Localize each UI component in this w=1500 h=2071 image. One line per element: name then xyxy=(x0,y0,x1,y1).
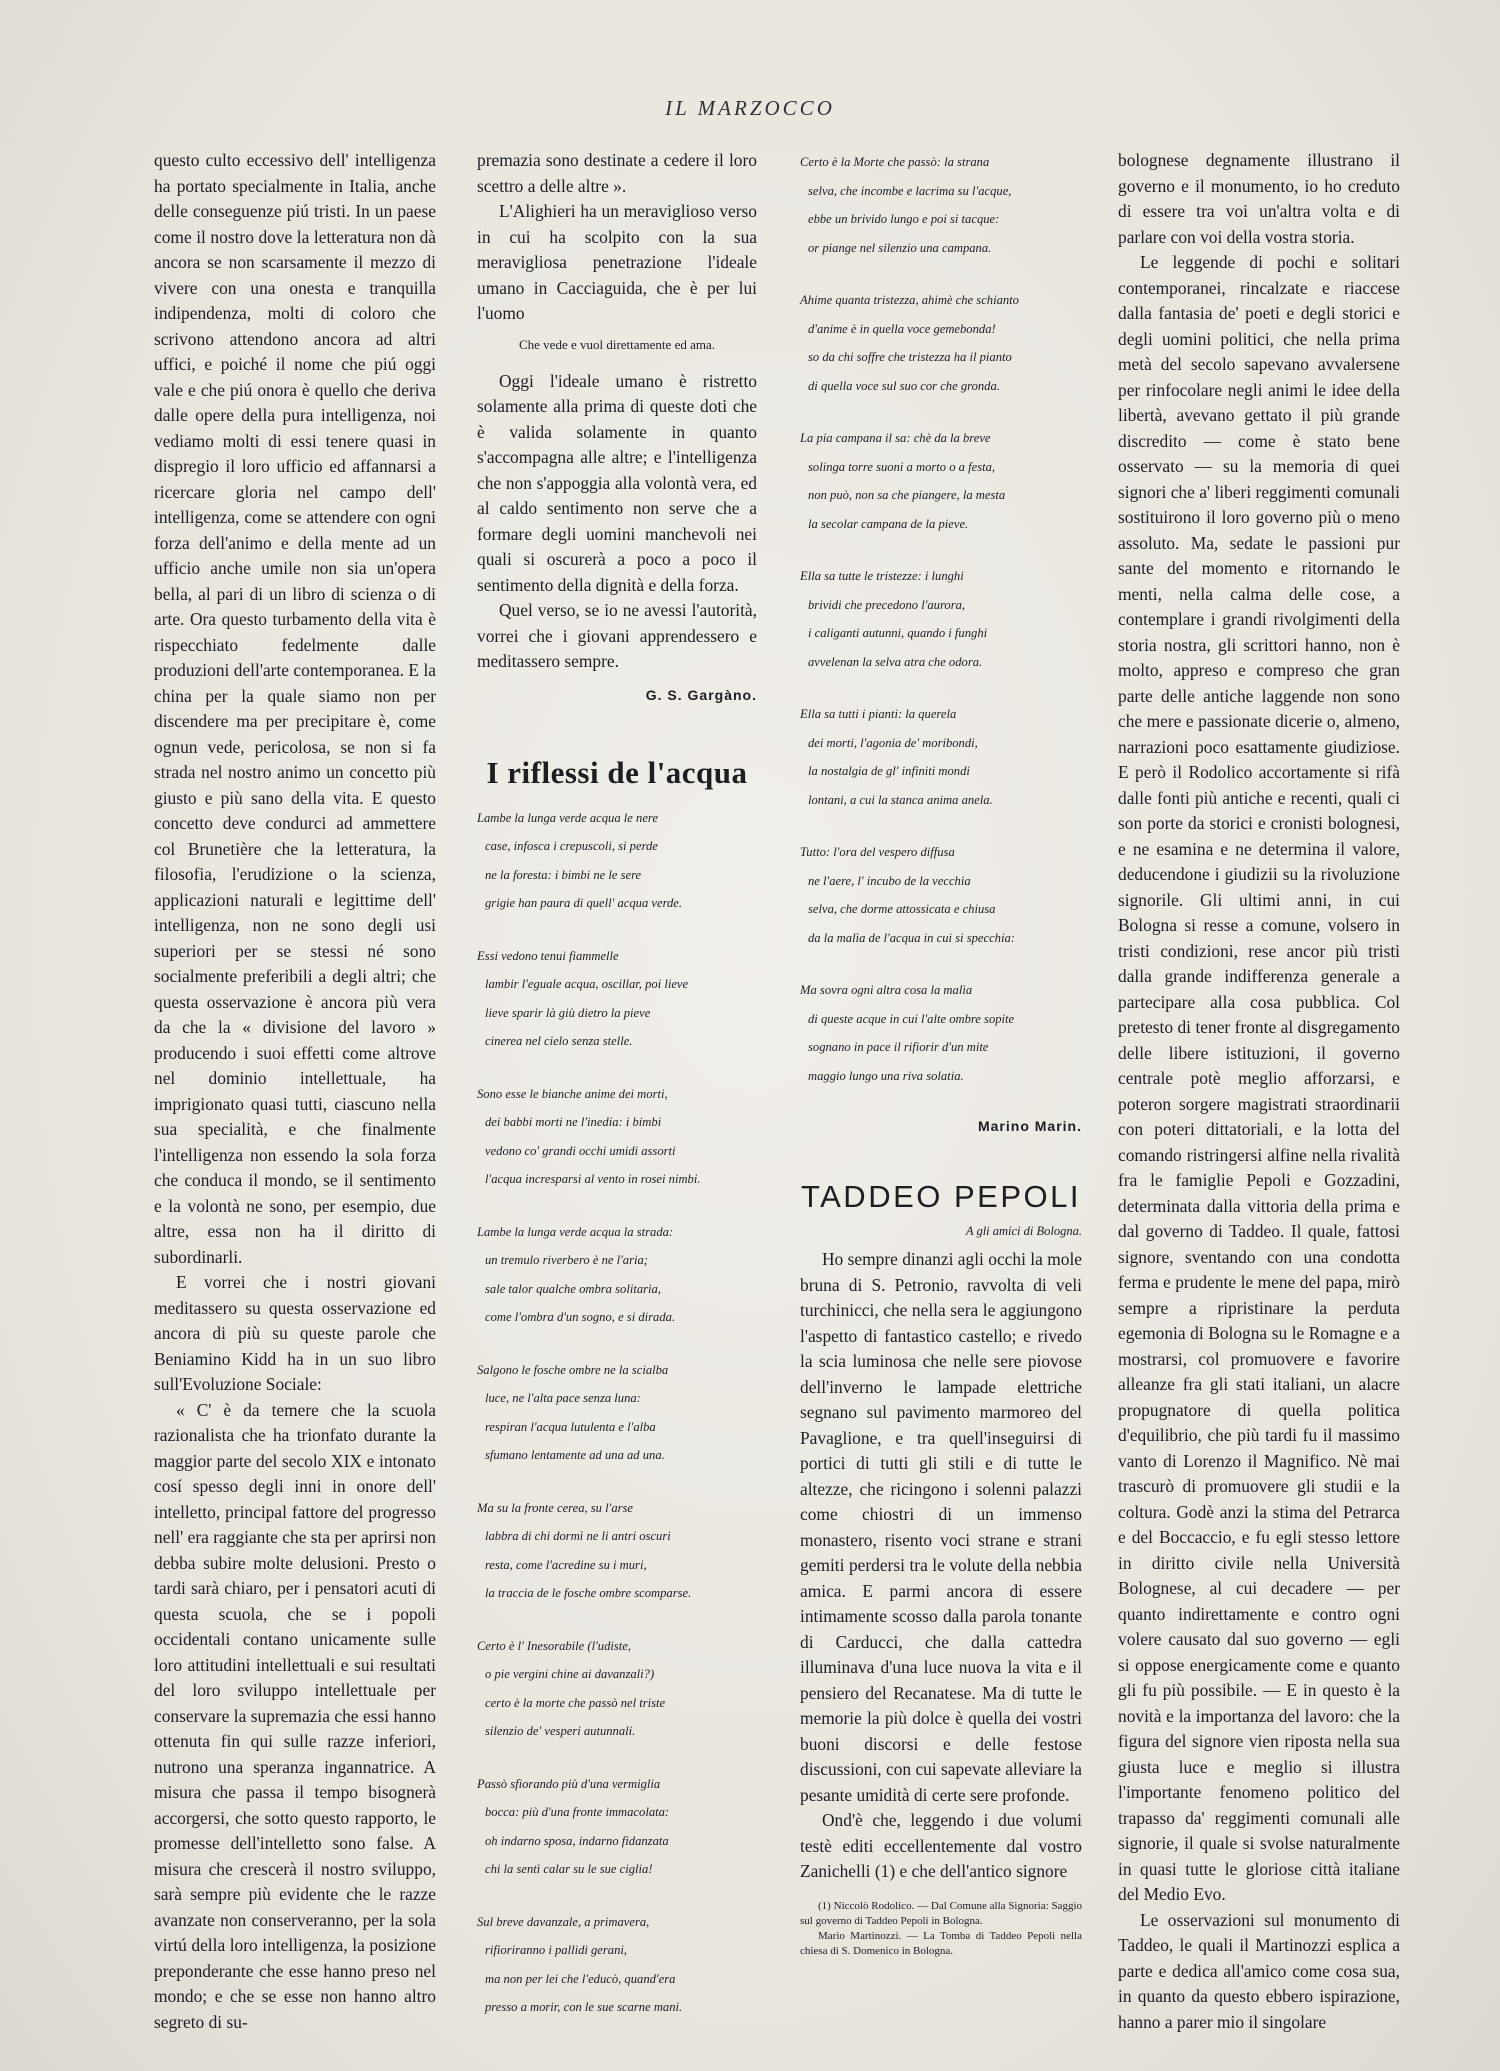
column-4 xyxy=(1118,148,1400,2035)
poem-line: i caliganti autunni, quando i funghi xyxy=(808,626,988,640)
poem-line: avvelenan la selva atra che odora. xyxy=(808,654,983,669)
poem-line: non può, non sa che piangere, la mesta xyxy=(808,488,1006,502)
poem-line: luce, ne l'alta pace senza luna: xyxy=(485,1391,641,1405)
poem-line: or piange nel silenzio una campana. xyxy=(808,240,992,255)
column-1 xyxy=(154,148,436,2035)
paragraph: E vorrei che i nostri giovani meditassero su questa osservazione ed ancora di più su queste parole che Beniamino Kidd ha in un suo libro sull'Evoluzione Sociale: xyxy=(154,1272,436,1394)
poem-line: labbra di chi dormì ne li antri oscuri xyxy=(485,1529,671,1543)
poem-line: case, infosca i crepuscoli, si perde xyxy=(485,839,658,853)
paragraph: Ond'è che, leggendo i due volumi testè editi eccellentemente dal vostro Zanichelli (1) e che dell'antico signore xyxy=(800,1810,1082,1881)
poem-line: ne l'aere, l' incubo de la vecchia xyxy=(808,873,971,888)
poem-line: ma non per lei che l'educò, quand'era xyxy=(485,1971,676,1986)
poem-line: vedono co' grandi occhi umidi assorti xyxy=(485,1143,676,1158)
poem-line: di quella voce sul suo cor che gronda. xyxy=(808,378,1000,393)
poem-line: La pia campana il sa: chè da la breve xyxy=(800,431,991,445)
poem-stanza xyxy=(477,804,757,918)
poem-line: Essi vedono tenui fiammelle xyxy=(477,948,619,963)
poem-line: oh indarno sposa, indarno fidanzata xyxy=(485,1833,669,1848)
poem-stanza xyxy=(800,148,1082,262)
poem-stanza xyxy=(800,562,1082,676)
poem-line: la secolar campana de la pieve. xyxy=(808,516,969,531)
poem-line: cinerea nel cielo senza stelle. xyxy=(485,1034,633,1048)
poem-line: Certo è l' Inesorabile (l'udiste, xyxy=(477,1638,632,1653)
paragraph: bolognese degnamente illustrano il governo e il monumento, io ho creduto di essere tra voi un'altra volta e di parlare con voi della vostra storia. xyxy=(1118,150,1400,247)
poem-line: grigie han paura di quell' acqua verde. xyxy=(485,896,683,910)
column-3 xyxy=(800,148,1082,1959)
paragraph: Quel verso, se io ne avessi l'autorità, vorrei che i giovani apprendessero e meditassero sempre. xyxy=(477,600,757,671)
poem-line: certo è la morte che passò nel triste xyxy=(485,1695,666,1710)
poem-line: silenzio de' vesperi autunnali. xyxy=(485,1724,636,1738)
poem-line: selva, che incombe e lacrima su l'acque, xyxy=(808,183,1012,198)
footnote: Mario Martinozzi. — La Tomba di Taddeo Pepoli nella chiesa di S. Domenico in Bologna. xyxy=(800,1929,1082,1957)
poem-line: Ma su la fronte cerea, su l'arse xyxy=(477,1500,634,1515)
poem-line: di queste acque in cui l'alte ombre sopite xyxy=(808,1011,1015,1026)
poem-line: come l'ombra d'un sogno, e si dirada. xyxy=(485,1310,676,1324)
poet-signature: Marino Marin. xyxy=(977,1118,1082,1134)
poem-line: sale talor qualche ombra solitaria, xyxy=(485,1281,661,1296)
poem-line: ebbe un brivido lungo e poi si tacque: xyxy=(808,212,1000,226)
poem-stanza xyxy=(477,1218,757,1332)
poem-stanza xyxy=(800,700,1082,814)
poem-line: sfumano lentamente ad una ad una. xyxy=(485,1448,665,1462)
poem-line: Ahime quanta tristezza, ahimè che schianto xyxy=(800,293,1019,307)
poem-stanzas xyxy=(800,148,1082,1090)
poem-stanzas xyxy=(477,804,757,2022)
paragraph: Le leggende di pochi e solitari contemporanei, rincalzate e riaccese dalla fantasia de' poeti e degli storici e degli uomini politici, che nella prima metà del secolo sapevano avvalersene per rinfocolare negli animi le idee della libertà, avevano gettato il più grande discredito — come è stato bene osservato — su la memoria di quei signori che a' liberi reggimenti comunali sostituirono il loro governo più o meno assoluto. Ma, sedate le passioni pur sante del momento e ritornando le menti, nella calma delle cose, a contemplare i grandi rivolgimenti della storia nostra, gli scrittori hanno, non è molto, appreso e compreso che gran parte delle antiche laggende non sono che mere e passionate dicerie o, almeno, narrazioni poco esattamente giudiziose. E però il Rodolico accortamente si rifà dalle fonti più antiche e recenti, quali ci son porte da storici e cronisti bolognesi, e ne esamina e ne determina il valore, deducendone i giudizii su la rivoluzione signorile. Gli ultimi anni, in cui Bologna si resse a comune, volsero in tristi condizioni, rese ancor più tristi dalla grande indifferenza generale a partecipare alla cosa pubblica. Col pretesto di tener fronte al disgregamento delle libere istituzioni, il governo centrale potè meglio afforzarsi, e poteron sorgere magistrati straordinarii con poteri dittatoriali, e la lotta del comando ristringersi alfine nella rivalità fra le famiglie Pepoli e Gozzadini, determinata dalla vittoria della prima e dal governo di Taddeo. Il quale, fattosi signore, sventando con una condotta ferma e prudente le mene del papa, mirò sempre a ripristinare la perduta egemonia di Bologna su le Romagne e a mostrarsi, col promuovere e favorire alleanze fra gli stati italiani, un alacre propugnatore di quella politica d'equilibrio, che più tardi fu il massimo vanto di Lorenzo il Magnifico. Nè mai trascurò di promuovere gli studii e la coltura. Godè anzi la stima del Petrarca e del Boccaccio, e fu egli stesso lettore in diritto civile nella Università Bolognese, al cui decadere — per quanto indirettamente e contro ogni volere causato dal suo governo — egli si oppose energicamente come e quanto gli fu più possibile. — E in questo è la novità e la importanza del lavoro: che la figura del signore vien riposta nella sua giusta luce e meglio si illustra l'importante fenomeno politico del trapasso da' reggimenti comunali alle signorie, il quale si svolse naturalmente in quasi tutte le gloriose città italiane del Medio Evo. xyxy=(1118,252,1400,1904)
poem-line: un tremulo riverbero è ne l'aria; xyxy=(485,1253,648,1267)
poem-line: lieve sparir là giù dietro la pieve xyxy=(485,1005,651,1020)
poem-stanza xyxy=(477,942,757,1056)
poem-line: dei morti, l'agonia de' moribondi, xyxy=(808,735,978,750)
poem-line: Salgono le fosche ombre ne la scialba xyxy=(477,1362,669,1377)
poem-stanza xyxy=(477,1080,757,1194)
poem-line: Ma sovra ogni altra cosa la malìa xyxy=(800,983,973,997)
poem-stanza xyxy=(800,286,1082,400)
poem-line: l'acqua incresparsi al vento in rosei nimbi. xyxy=(485,1172,701,1186)
poem-line: Lambe la lunga verde acqua le nere xyxy=(477,810,658,825)
poem-stanza xyxy=(800,976,1082,1090)
poem-line: d'anime è in quella voce gemebonda! xyxy=(808,321,996,336)
poem-line: Certo è la Morte che passò: la strana xyxy=(800,155,990,169)
poem-line: da la malìa de l'acqua in cui si specchia: xyxy=(808,930,1015,945)
poem-line: dei babbi morti ne l'inedia: i bimbi xyxy=(485,1115,662,1129)
poem-line: solinga torre suoni a morto o a festa, xyxy=(808,459,996,474)
poem-line: sognano in pace il rifiorir d'un mite xyxy=(808,1040,989,1054)
poem-line: chi la sentì calar su le sue ciglia! xyxy=(485,1862,653,1876)
dante-quote: Che vede e vuol direttamente ed ama. xyxy=(518,336,715,352)
poem-line: Ella sa tutte le tristezze: i lunghi xyxy=(800,569,964,583)
poem-stanza xyxy=(477,1770,757,1884)
author-signature: G. S. Gargàno. xyxy=(645,686,757,703)
column-2 xyxy=(477,148,757,2046)
paragraph: Ho sempre dinanzi agli occhi la mole bruna di S. Petronio, ravvolta di veli turchinicci, che nella sera le aggiungono l'aspetto di fantastico castello; e rivedo la scia luminosa che nelle sere piovose dell'inverno le lampade elettriche segnano sul pavimento marmoreo del Pavaglione, e tra quell'inseguirsi di portici di tutti gli stili e di tutte le altezze, che ricingono i solenni palazzi come chiostri di un immenso monastero, risento voci strane e strani gemiti perdersi tra le volute della nebbia amica. E parmi ancora di essere intimamente scosso dalla parola tonante di Carducci, che dalla cattedra illuminava d'una luce nuova la vita e il pensiero del Recanatese. Ma di tutte le memorie la più dolce è quella dei vostri buoni discorsi e delle festose discussioni, con cui sapevate alleviare la pesante umidità di certe sere profonde. xyxy=(800,1249,1083,1805)
footnote: (1) Niccolò Rodolico. — Dal Comune alla Signoria: Saggio sul governo di Taddeo Pepoli in Bologna. xyxy=(800,1899,1082,1927)
poem-stanza xyxy=(800,424,1082,538)
poem-line: Sul breve davanzale, a primavera, xyxy=(477,1914,650,1929)
paragraph: L'Alighieri ha un meraviglioso verso in cui ha scolpito con la sua meravigliosa penetrazione l'ideale umano in Cacciaguida, che è per lui l'uomo xyxy=(477,201,757,323)
paragraph: « C' è da temere che la scuola razionalista che ha trionfato durante la maggior parte del secolo XIX e intonato cosí spesso degli inni in onore dell' intelletto, principal fattore del progresso nell' era raggiante che sta per aprirsi non debba subire molte delusioni. Presto o tardi sarà chiaro, per i pensatori acuti di questa scuola, che se i popoli occidentali contano unicamente sulle loro attitudini intellettuali e sui resultati del loro sviluppo intellettuale per conservare la supremazia che essi hanno ottenuta fin qui sulle razze inferiori, nutrono una speranza ingannatrice. A misura che passa il tempo bisognerà accorgersi, che sotto questo rapporto, le promesse dell'intelletto sono false. A misura che crescerà il nostro sviluppo, sarà sempre più evidente che le razze avanzate non conserveranno, per la sola virtú della loro intelligenza, la posizione preponderante che esse hanno preso nel mondo; e che se esse non hanno altro segreto di su- xyxy=(154,1399,436,2032)
poem-stanza xyxy=(477,1494,757,1608)
poem-line: selva, che dorme attossicata e chiusa xyxy=(808,902,996,916)
poem-line: ne la foresta: i bimbi ne le sere xyxy=(485,867,642,882)
poem-line: bocca: più d'una fronte immacolata: xyxy=(485,1805,670,1819)
poem-line: Passò sfiorando più d'una vermiglia xyxy=(477,1776,661,1791)
poem-stanza xyxy=(800,838,1082,952)
dedication: A gli amici di Bologna. xyxy=(965,1224,1082,1238)
poem-stanza xyxy=(477,1908,757,2022)
article-title: TADDEO PEPOLI xyxy=(801,1178,1081,1214)
poem-line: Sono esse le bianche anime dei morti, xyxy=(477,1086,668,1101)
poem-line: brividi che precedono l'aurora, xyxy=(808,597,966,612)
poem-line: maggio lungo una riva solatia. xyxy=(808,1068,964,1083)
poem-line: la nostalgia de gl' infiniti mondi xyxy=(808,764,970,778)
poem-line: presso a morir, con le sue scarne mani. xyxy=(485,2000,683,2014)
poem-title: I riflessi de l'acqua xyxy=(486,755,748,790)
paragraph: Le osservazioni sul monumento di Taddeo, le quali il Martinozzi esplica a parte e dedica all'amico come cosa sua, in quanto da questo ebbero ispirazione, hanno a parer mio il singolare xyxy=(1118,1909,1400,2032)
poem-line: Tutto: l'ora del vespero diffusa xyxy=(800,845,955,859)
poem-line: o pie vergini chine ai davanzali?) xyxy=(485,1667,655,1681)
poem-line: so da chi soffre che tristezza ha il pianto xyxy=(808,350,1012,364)
poem-line: lambir l'eguale acqua, oscillar, poi lieve xyxy=(485,977,689,991)
masthead: IL MARZOCCO xyxy=(665,96,835,120)
paragraph: premazia sono destinate a cedere il loro scettro a delle altre ». xyxy=(477,150,757,196)
poem-stanza xyxy=(477,1632,757,1746)
footnotes xyxy=(800,1899,1082,1959)
poem-line: resta, come l'acredine su i muri, xyxy=(485,1557,647,1572)
poem-stanza xyxy=(477,1356,757,1470)
poem-line: rifioriranno i pallidi gerani, xyxy=(485,1943,628,1957)
poem-line: la traccia de le fosche ombre scomparse. xyxy=(485,1586,692,1600)
poem-line: Lambe la lunga verde acqua la strada: xyxy=(477,1224,674,1239)
poem-line: lontani, a cui la stanca anima anela. xyxy=(808,792,993,807)
paragraph: Oggi l'ideale umano è ristretto solamente alla prima di queste doti che è valida solamente in quanto s'accompagna alle altre; e l'intelligenza che non s'appoggia alla volontà vera, ed al caldo sentimento non serve che a formare degli uomini manchevoli nei quali si oscurerà a poco a poco il sentimento della dignità e della forza. xyxy=(477,370,757,595)
poem-line: Ella sa tutti i pianti: la querela xyxy=(800,707,957,721)
poem-line: respiran l'acqua lutulenta e l'alba xyxy=(485,1419,656,1434)
paragraph: questo culto eccessivo dell' intelligenza ha portato specialmente in Italia, anche delle conseguenze piú tristi. In un paese come il nostro dove la letteratura non dà ancora se non scarsamente il mezzo di vivere con una onesta e tranquilla indipendenza, molti di coloro che scrivono attendono ancora ad altri uffici, e poiché il nome che piú oggi vale e che piú onora è quello che deriva dalle opere della pura intelligenza, noi vediamo molti di essi tenere quasi in dispregio il loro ufficio ed affannarsi a ricercare gloria nel campo dell' intelligenza, come se attendere con ogni forza dell'animo e della mente ad un ufficio anche umile non sia un'opera bella, al pari di un libro di scienza o di arte. Ora questo turbamento della vita è rispecchiato fedelmente dalle produzioni dell'arte contemporanea. E la china per la quale siamo non per discendere ma per precipitare è, come ognun vede, pericolosa, se non si fa strada nel nostro animo un concetto più giusto e più sano della vita. E questo concetto deve condurci ad ammettere col Brunetière che la letteratura, la filosofia, l'erudizione o la scienza, applicazioni naturali e legittime dell' intelligenza, non ne sono degli usi superiori per se stessi né sono socialmente preferibili a degli altri; che questa osservazione è ancora più vera da che la « divisione del lavoro » producendo i suoi effetti come altrove nel dominio intellettuale, ha imprigionato quasi tutti, ciascuno nella sua specialità, e che finalmente l'intelligenza non essendo la sola forza che conduca il mondo, se il sentimento e la volontà ne sono, per esempio, due altre, essa non ha il diritto di subordinarli. xyxy=(154,150,436,1267)
